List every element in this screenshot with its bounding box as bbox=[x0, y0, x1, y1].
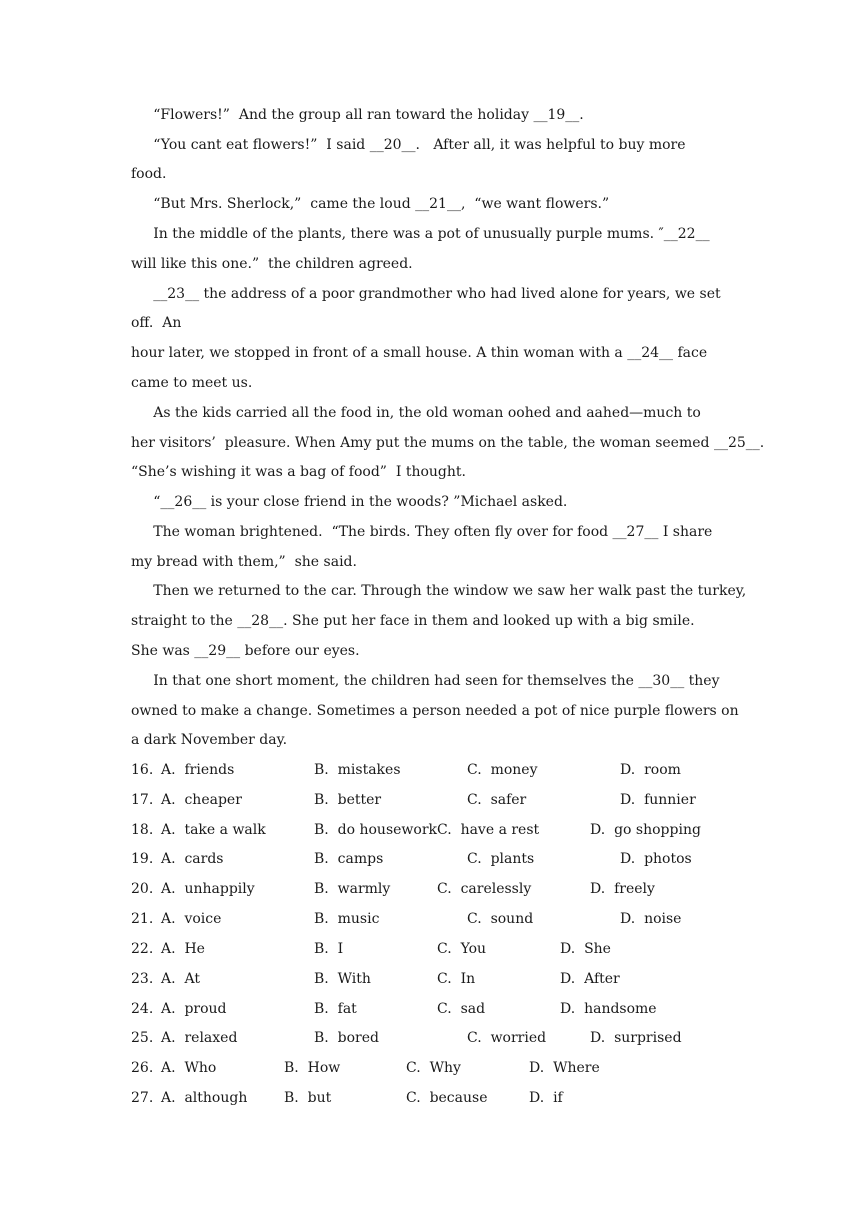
passage-line: a dark November day. bbox=[131, 732, 288, 748]
passage-line: “You cant eat flowers!” I said __20__. After all, it was helpful to buy more bbox=[131, 137, 686, 153]
question-number: 19. bbox=[131, 851, 154, 867]
option-a: A. cards bbox=[161, 851, 224, 867]
option-c: C. In bbox=[437, 971, 476, 987]
option-a: A. relaxed bbox=[161, 1030, 238, 1046]
option-a: A. proud bbox=[161, 1001, 227, 1017]
option-d: D. After bbox=[560, 971, 620, 987]
option-b: B. fat bbox=[314, 1001, 357, 1017]
question-number: 20. bbox=[131, 881, 154, 897]
option-c: C. worried bbox=[467, 1030, 547, 1046]
question-number: 25. bbox=[131, 1030, 154, 1046]
question-number: 18. bbox=[131, 822, 154, 838]
option-d: D. funnier bbox=[620, 792, 696, 808]
passage-line: The woman brightened. “The birds. They often fly over for food __27__ I share bbox=[131, 524, 713, 540]
option-b: B. How bbox=[284, 1060, 341, 1076]
passage-line: straight to the __28__. She put her face in them and looked up with a big smile. bbox=[131, 613, 695, 629]
option-a: A. He bbox=[161, 941, 205, 957]
question-number: 16. bbox=[131, 762, 154, 778]
option-d: D. photos bbox=[620, 851, 692, 867]
passage-line: will like this one.” the children agreed. bbox=[131, 256, 413, 272]
option-c: C. sound bbox=[467, 911, 534, 927]
option-b: B. do housework bbox=[314, 822, 437, 838]
option-d: D. room bbox=[620, 762, 681, 778]
passage-line: “But Mrs. Sherlock,” came the loud __21__, “we want flowers.” bbox=[131, 196, 610, 212]
option-a: A. voice bbox=[161, 911, 222, 927]
option-d: D. freely bbox=[590, 881, 655, 897]
option-c: C. have a rest bbox=[437, 822, 540, 838]
passage-line: came to meet us. bbox=[131, 375, 253, 391]
question-number: 26. bbox=[131, 1060, 154, 1076]
passage-line: As the kids carried all the food in, the old woman oohed and aahed—much to bbox=[131, 405, 701, 421]
option-a: A. friends bbox=[161, 762, 235, 778]
option-b: B. camps bbox=[314, 851, 384, 867]
passage-line: her visitors’ pleasure. When Amy put the mums on the table, the woman seemed __25__. bbox=[131, 435, 765, 451]
option-a: A. although bbox=[161, 1090, 248, 1106]
option-a: A. cheaper bbox=[161, 792, 242, 808]
option-d: D. if bbox=[529, 1090, 563, 1106]
option-d: D. handsome bbox=[560, 1001, 657, 1017]
option-a: A. At bbox=[161, 971, 200, 987]
option-b: B. I bbox=[314, 941, 344, 957]
option-a: A. take a walk bbox=[161, 822, 266, 838]
option-c: C. because bbox=[406, 1090, 488, 1106]
passage-line: hour later, we stopped in front of a small house. A thin woman with a __24__ face bbox=[131, 345, 708, 361]
option-b: B. warmly bbox=[314, 881, 391, 897]
option-c: C. Why bbox=[406, 1060, 461, 1076]
option-b: B. bored bbox=[314, 1030, 379, 1046]
option-b: B. With bbox=[314, 971, 371, 987]
question-number: 21. bbox=[131, 911, 154, 927]
option-d: D. Where bbox=[529, 1060, 600, 1076]
passage-line: my bread with them,” she said. bbox=[131, 554, 357, 570]
passage-line: “Flowers!” And the group all ran toward the holiday __19__. bbox=[131, 107, 584, 123]
passage-line: In the middle of the plants, there was a pot of unusually purple mums. ″__22__ bbox=[131, 226, 710, 242]
option-c: C. carelessly bbox=[437, 881, 532, 897]
option-a: A. unhappily bbox=[161, 881, 255, 897]
option-d: D. noise bbox=[620, 911, 682, 927]
passage-line: __23__ the address of a poor grandmother who had lived alone for years, we set bbox=[131, 286, 721, 302]
passage-line: “__26__ is your close friend in the woods? ”Michael asked. bbox=[131, 494, 568, 510]
passage-line: She was __29__ before our eyes. bbox=[131, 643, 360, 659]
option-d: D. She bbox=[560, 941, 611, 957]
passage-line: “She’s wishing it was a bag of food” I thought. bbox=[131, 464, 466, 480]
passage-line: off. An bbox=[131, 315, 182, 331]
option-c: C. sad bbox=[437, 1001, 486, 1017]
option-c: C. plants bbox=[467, 851, 535, 867]
question-number: 24. bbox=[131, 1001, 154, 1017]
option-c: C. safer bbox=[467, 792, 527, 808]
option-c: C. money bbox=[467, 762, 538, 778]
passage-line: In that one short moment, the children had seen for themselves the __30__ they bbox=[131, 673, 720, 689]
option-d: D. surprised bbox=[590, 1030, 682, 1046]
passage-line: food. bbox=[131, 166, 167, 182]
option-b: B. mistakes bbox=[314, 762, 401, 778]
question-number: 27. bbox=[131, 1090, 154, 1106]
question-number: 22. bbox=[131, 941, 154, 957]
option-c: C. You bbox=[437, 941, 487, 957]
option-a: A. Who bbox=[161, 1060, 217, 1076]
question-number: 17. bbox=[131, 792, 154, 808]
option-b: B. music bbox=[314, 911, 380, 927]
option-b: B. better bbox=[314, 792, 382, 808]
option-d: D. go shopping bbox=[590, 822, 701, 838]
passage-line: Then we returned to the car. Through the window we saw her walk past the turkey, bbox=[131, 583, 747, 599]
option-b: B. but bbox=[284, 1090, 332, 1106]
passage-line: owned to make a change. Sometimes a person needed a pot of nice purple flowers on bbox=[131, 703, 739, 719]
question-number: 23. bbox=[131, 971, 154, 987]
